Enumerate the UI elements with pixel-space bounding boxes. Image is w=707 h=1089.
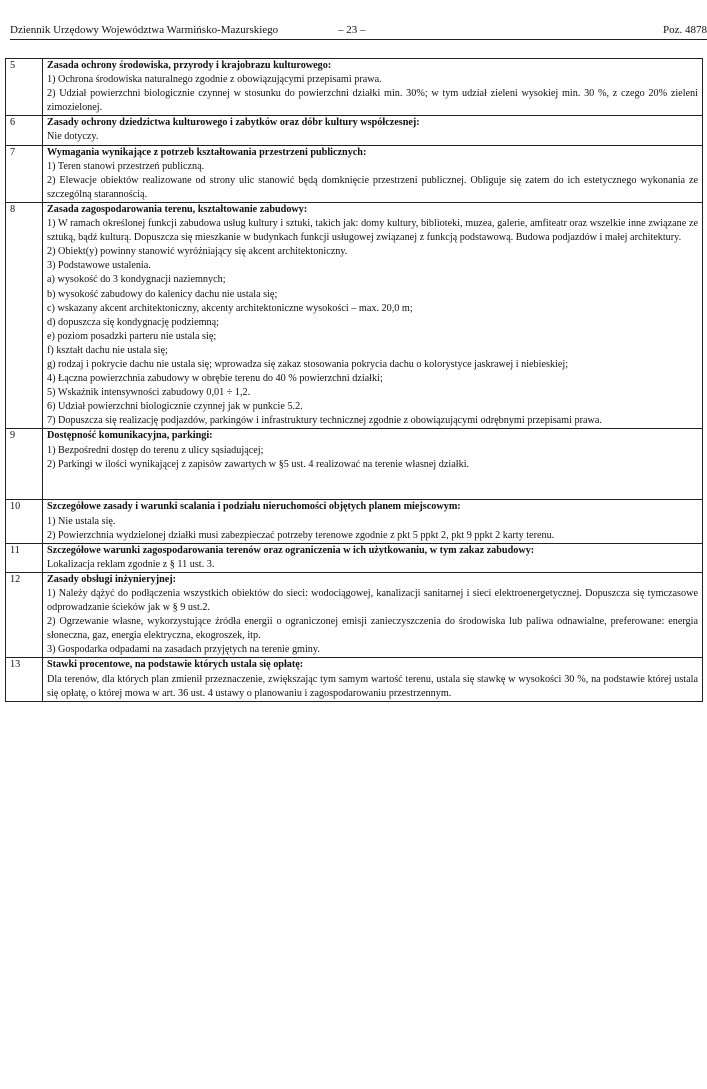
row-content: [43, 429, 703, 500]
row-content: [43, 116, 703, 145]
row-title: Stawki procentowe, na podstawie których ustala się opłatę:: [47, 659, 304, 671]
position-number: Poz. 4878: [663, 24, 707, 36]
row-line: 4) Łączna powierzchnia zabudowy w obrębie terenu do 40 % powierzchni działki;: [47, 373, 383, 385]
table-row: [6, 572, 703, 658]
row-title: Szczegółowe zasady i warunki scalania i podziału nieruchomości objętych planem miejscowym:: [47, 501, 461, 513]
row-number: 7: [6, 145, 43, 202]
row-content: [43, 145, 703, 202]
table-row: [6, 543, 703, 572]
land-card-table: [5, 58, 703, 702]
row-number: 10: [6, 500, 43, 543]
row-line: c) wskazany akcent architektoniczny, akcenty architektoniczne wysokości – max. 20,0 m;: [47, 302, 413, 314]
row-content: [43, 543, 703, 572]
row-number: 13: [6, 658, 43, 701]
row-line: 2) Elewacje obiektów realizowane od strony ulic stanowić będą domknięcie przestrzeni publicznej. Obliguje się zatem do ich estetycznego wykonania ze szczególną starannością.: [47, 174, 698, 200]
table-row: [6, 202, 703, 429]
row-content: [43, 500, 703, 543]
row-number: 5: [6, 59, 43, 116]
row-line: 5) Wskaźnik intensywności zabudowy 0,01 ÷ 1,2.: [47, 387, 251, 399]
row-line: e) poziom posadzki parteru nie ustala się;: [47, 330, 217, 342]
row-number: 11: [6, 543, 43, 572]
row-title: Zasada ochrony środowiska, przyrody i krajobrazu kulturowego:: [47, 60, 332, 71]
row-line: 6) Udział powierzchni biologicznie czynnej jak w punkcie 5.2.: [47, 401, 303, 413]
row-line: 1) Należy dążyć do podłączenia wszystkich obiektów do sieci: wodociągowej, kanalizacji sanitarnej i sieci elektroenergetycznej. Dopuszcza się tymczasowe odprowadzanie ścieków jak w § 9 ust.2.: [47, 588, 698, 614]
row-line: Nie dotyczy.: [47, 131, 99, 143]
row-line: 2) Parkingi w ilości wynikającej z zapisów zawartych w §5 ust. 4 realizować na terenie własnej działki.: [47, 458, 470, 470]
row-title: Zasady obsługi inżynieryjnej:: [47, 573, 177, 585]
table-row: [6, 500, 703, 543]
table-row: [6, 429, 703, 500]
row-line: Dla terenów, dla których plan zmienił przeznaczenie, zwiększając tym samym wartość terenu, ustala się stawkę w wysokości 30 %, na podstawie której ustala się opłatę, o której mowa w art. 36 ust. 4 ustawy o planowaniu i zagospodarowaniu przestrzennym.: [47, 673, 698, 699]
row-title: Wymagania wynikające z potrzeb kształtowania przestrzeni publicznych:: [47, 146, 367, 158]
row-line: 1) Teren stanowi przestrzeń publiczną.: [47, 160, 205, 172]
row-line: 3) Podstawowe ustalenia.: [47, 260, 151, 272]
row-content: [43, 202, 703, 429]
row-content: [43, 572, 703, 658]
page-header: [10, 23, 707, 37]
row-line: 3) Gospodarka odpadami na zasadach przyjętych na terenie gminy.: [47, 644, 320, 656]
row-content: [43, 59, 703, 116]
row-line: 2) Ogrzewanie własne, wykorzystujące źródła energii o ograniczonej emisji zanieczyszczenia do środowiska lub paliwa odnawialne, preferowane: energia słoneczna, gaz, energia elektryczna, ekogroszek, itp.: [47, 616, 698, 642]
table-row: [6, 116, 703, 145]
row-number: 6: [6, 116, 43, 145]
row-title: Szczegółowe warunki zagospodarowania terenów oraz ograniczenia w ich użytkowaniu, w tym zakaz zabudowy:: [47, 544, 535, 556]
journal-title: Dziennik Urzędowy Województwa Warmińsko-Mazurskiego: [10, 24, 279, 36]
row-line: 2) Powierzchnia wydzielonej działki musi zabezpieczać potrzeby terenowe zgodnie z pkt 5 ppkt 2, pkt 9 ppkt 2 karty terenu.: [47, 529, 555, 541]
row-line: 2) Udział powierzchni biologicznie czynnej w stosunku do powierzchni działki min. 30%; w tym udział zieleni wysokiej min. 30 %, z czego 20% zieleni zimozielonej.: [47, 88, 698, 114]
row-number: 9: [6, 429, 43, 500]
table-row: [6, 145, 703, 202]
row-line: 1) Ochrona środowiska naturalnego zgodnie z obowiązującymi przepisami prawa.: [47, 74, 382, 86]
row-line: d) dopuszcza się kondygnację podziemną;: [47, 316, 219, 328]
row-title: Dostępność komunikacyjna, parkingi:: [47, 430, 213, 442]
row-line: 2) Obiekt(y) powinny stanowić wyróżniający się akcent architektoniczny.: [47, 246, 348, 258]
row-number: 8: [6, 202, 43, 429]
row-title: Zasady ochrony dziedzictwa kulturowego i zabytków oraz dóbr kultury współczesnej:: [47, 117, 420, 129]
row-line: Lokalizacja reklam zgodnie z § 11 ust. 3.: [47, 558, 215, 570]
row-line: b) wysokość zabudowy do kalenicy dachu nie ustala się;: [47, 288, 278, 300]
row-line: a) wysokość do 3 kondygnacji naziemnych;: [47, 274, 226, 286]
table-row: [6, 658, 703, 701]
row-title: Zasada zagospodarowania terenu, kształtowanie zabudowy:: [47, 203, 308, 215]
row-content: [43, 658, 703, 701]
row-line: 7) Dopuszcza się realizację podjazdów, parkingów i infrastruktury technicznej zgodnie z obowiązującymi odrębnymi przepisami prawa.: [47, 415, 602, 427]
row-line: 1) W ramach określonej funkcji zabudowa usług kultury i sztuki, takich jak: domy kultury, biblioteki, muzea, galerie, amfiteatr oraz wszelkie inne związane ze sztuką, bądź kulturą. Dopuszcza się mieszkanie w budynkach funkcji usługowej związanej z funkcją podstawową. Budowa podjazdów i małej architektury.: [47, 218, 698, 244]
header-rule: [10, 39, 707, 40]
table-row: [6, 59, 703, 116]
row-line: 1) Nie ustala się.: [47, 515, 116, 527]
row-number: 12: [6, 572, 43, 658]
row-line: g) rodzaj i pokrycie dachu nie ustala się; wprowadza się zakaz stosowania pokrycia dachu o kolorystyce jaskrawej i niebieskiej;: [47, 358, 569, 370]
row-line: f) kształt dachu nie ustala się;: [47, 344, 168, 356]
page-number: – 23 –: [338, 24, 366, 36]
row-line: 1) Bezpośredni dostęp do terenu z ulicy sąsiadującej;: [47, 444, 264, 456]
